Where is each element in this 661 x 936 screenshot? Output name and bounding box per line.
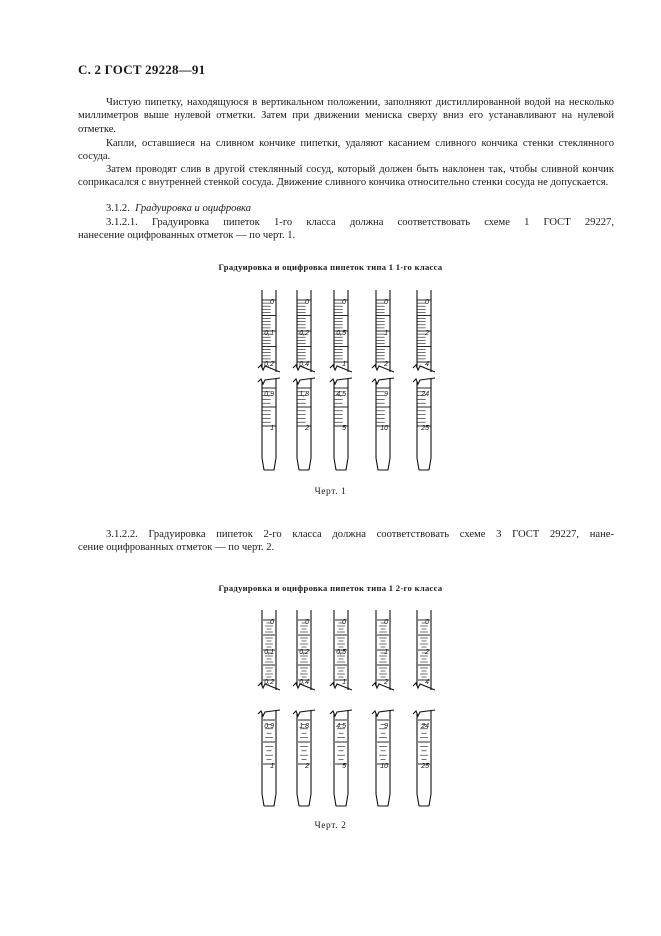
fig1-pipette-0-break-lower xyxy=(258,378,280,384)
fig2-pipette-4-label-top-0: 0 xyxy=(425,619,429,626)
fig2-pipette-3-label-bottom-1: 10 xyxy=(380,763,388,770)
fig1-pipette-2-break-upper xyxy=(330,365,352,372)
fig2-pipette-3-tip xyxy=(376,794,390,806)
fig2-pipette-3-break-lower xyxy=(372,710,394,716)
fig2-pipette-1-label-bottom-0: 1,8 xyxy=(299,723,309,730)
fig1-pipette-1-tip xyxy=(297,458,311,470)
figure-2-drawing xyxy=(0,600,661,815)
fig2-pipette-4-tip xyxy=(417,794,431,806)
fig2-pipette-0-label-top-2: 0,2 xyxy=(264,679,274,686)
fig1-pipette-1-label-top-1: 0,2 xyxy=(299,330,309,337)
fig1-pipette-4-break-upper xyxy=(413,365,435,372)
fig1-pipette-2-label-top-0: 0 xyxy=(342,299,346,306)
fig1-pipette-3-label-top-1: 1 xyxy=(384,330,388,337)
fig1-pipette-3-label-top-0: 0 xyxy=(384,299,388,306)
fig2-pipette-4-label-bottom-1: 25 xyxy=(421,763,429,770)
figure-1-title: Градуировка и оцифровка пипеток типа 1 1-го класса xyxy=(218,262,443,272)
fig2-pipette-3-label-top-2: 2 xyxy=(384,679,388,686)
fig2-pipette-0-break-lower xyxy=(258,710,280,716)
fig2-pipette-4-break-upper xyxy=(413,683,435,690)
page-header: С. 2 ГОСТ 29228—91 xyxy=(78,62,206,77)
fig1-pipette-4-label-top-0: 0 xyxy=(425,299,429,306)
figure-1-drawing xyxy=(0,280,661,480)
fig2-pipette-4-label-top-1: 2 xyxy=(425,649,429,656)
fig1-pipette-2-label-top-2: 1 xyxy=(342,361,346,368)
fig2-pipette-1-break-lower xyxy=(293,710,315,716)
fig1-pipette-2-lower xyxy=(334,378,348,458)
fig1-pipette-1-label-top-0: 0 xyxy=(305,299,309,306)
fig1-pipette-3-lower xyxy=(376,378,390,458)
fig2-pipette-1-label-top-1: 0,2 xyxy=(299,649,309,656)
fig2-pipette-0-tip xyxy=(262,794,276,806)
fig1-pipette-1-break-lower xyxy=(293,378,315,384)
fig1-pipette-4-label-bottom-1: 25 xyxy=(421,425,429,432)
fig2-pipette-3-label-top-1: 1 xyxy=(384,649,388,656)
paragraph-1: Чистую пипетку, находящуюся в вертикальном положении, заполняют дистиллированной водой на несколько миллиметров выше нулевой отметки. Затем при движении мениска сверху вниз его устанавливают на нулевой отметке. xyxy=(78,97,614,135)
fig1-pipette-4-tip xyxy=(417,458,431,470)
fig1-pipette-0-label-bottom-1: 1 xyxy=(270,425,274,432)
fig2-pipette-2-break-upper xyxy=(330,683,352,690)
fig2-pipette-3-label-bottom-0: 9 xyxy=(384,723,388,730)
figure-1-caption: Черт. 1 xyxy=(314,487,347,497)
fig2-pipette-1-label-bottom-1: 2 xyxy=(305,763,309,770)
fig2-pipette-2-label-bottom-1: 5 xyxy=(342,763,346,770)
fig2-pipette-2-label-top-2: 1 xyxy=(342,679,346,686)
fig2-pipette-0-label-top-0: 0 xyxy=(270,619,274,626)
fig1-pipette-4-lower xyxy=(417,378,431,458)
fig1-pipette-0-label-top-0: 0 xyxy=(270,299,274,306)
paragraph-3-1-2-1: 3.1.2.1. Градуировка пипеток 1-го класса должна соответствовать схеме 1 ГОСТ 29227, нанесение оцифрованных отметок — по черт. 1. xyxy=(78,217,614,242)
fig1-pipette-3-label-bottom-1: 10 xyxy=(380,425,388,432)
fig2-pipette-4-label-top-2: 4 xyxy=(425,679,429,686)
fig1-pipette-3-break-lower xyxy=(372,378,394,384)
fig2-pipette-4-break-lower xyxy=(413,710,435,716)
fig2-pipette-2-tip xyxy=(334,794,348,806)
fig2-pipette-2-label-bottom-0: 4,5 xyxy=(336,723,346,730)
fig1-pipette-2-break-lower xyxy=(330,378,352,384)
fig1-pipette-0-tip xyxy=(262,458,276,470)
fig1-pipette-0-label-bottom-0: 0,9 xyxy=(264,391,274,398)
fig2-pipette-4-label-bottom-0: 24 xyxy=(421,723,429,730)
paragraph-3: Затем проводят слив в другой стеклянный сосуд, который должен быть наклонен так, чтобы сливной кончик соприкасался с внутренней стенкой сосуда. Движение сливного кончика относительно стенки сосуда не допускается. xyxy=(78,164,614,189)
fig1-pipette-1-lower xyxy=(297,378,311,458)
fig1-pipette-0-lower xyxy=(262,378,276,458)
fig1-pipette-3-tip xyxy=(376,458,390,470)
figure-2-caption: Черт. 2 xyxy=(314,821,347,831)
fig1-pipette-4-label-bottom-0: 24 xyxy=(421,391,429,398)
fig2-pipette-0-label-bottom-1: 1 xyxy=(270,763,274,770)
paragraph-3-1-2-2: 3.1.2.2. Градуировка пипеток 2-го класса должна соответствовать схеме 3 ГОСТ 29227, нане- сение оцифрованных отметок — по черт. 2. xyxy=(78,529,614,554)
fig2-pipette-1-label-top-2: 0,4 xyxy=(299,679,309,686)
fig1-pipette-4-label-top-1: 2 xyxy=(425,330,429,337)
fig1-pipette-2-label-bottom-1: 5 xyxy=(342,425,346,432)
fig2-pipette-2-label-top-0: 0 xyxy=(342,619,346,626)
fig1-pipette-3-label-top-2: 2 xyxy=(384,361,388,368)
fig2-pipette-2-break-lower xyxy=(330,710,352,716)
fig1-pipette-4-label-top-2: 4 xyxy=(425,361,429,368)
figure-2-title: Градуировка и оцифровка пипеток типа 1 2-го класса xyxy=(218,583,443,593)
fig1-pipette-1-label-top-2: 0,4 xyxy=(299,361,309,368)
fig1-pipette-0-label-top-2: 0,2 xyxy=(264,361,274,368)
fig2-pipette-3-label-top-0: 0 xyxy=(384,619,388,626)
fig1-pipette-3-break-upper xyxy=(372,365,394,372)
fig1-pipette-2-label-bottom-0: 4,5 xyxy=(336,391,346,398)
fig2-pipette-1-tip xyxy=(297,794,311,806)
fig2-pipette-2-label-top-1: 0,5 xyxy=(336,649,346,656)
fig1-pipette-3-label-bottom-0: 9 xyxy=(384,391,388,398)
paragraph-2: Капли, оставшиеся на сливном кончике пипетки, удаляют касанием сливного кончика стенки стеклянного сосуда. xyxy=(78,138,614,163)
fig1-pipette-4-break-lower xyxy=(413,378,435,384)
fig2-pipette-1-label-top-0: 0 xyxy=(305,619,309,626)
fig1-pipette-1-label-bottom-0: 1,8 xyxy=(299,391,309,398)
fig1-pipette-2-label-top-1: 0,5 xyxy=(336,330,346,337)
fig2-pipette-0-label-top-1: 0,1 xyxy=(264,649,274,656)
fig1-pipette-1-label-bottom-1: 2 xyxy=(305,425,309,432)
fig1-pipette-0-label-top-1: 0,1 xyxy=(264,330,274,337)
section-heading: 3.1.2. Градуировка и оцифровка xyxy=(106,203,252,214)
fig2-pipette-0-label-bottom-0: 0,9 xyxy=(264,723,274,730)
fig2-pipette-3-break-upper xyxy=(372,683,394,690)
fig1-pipette-2-tip xyxy=(334,458,348,470)
